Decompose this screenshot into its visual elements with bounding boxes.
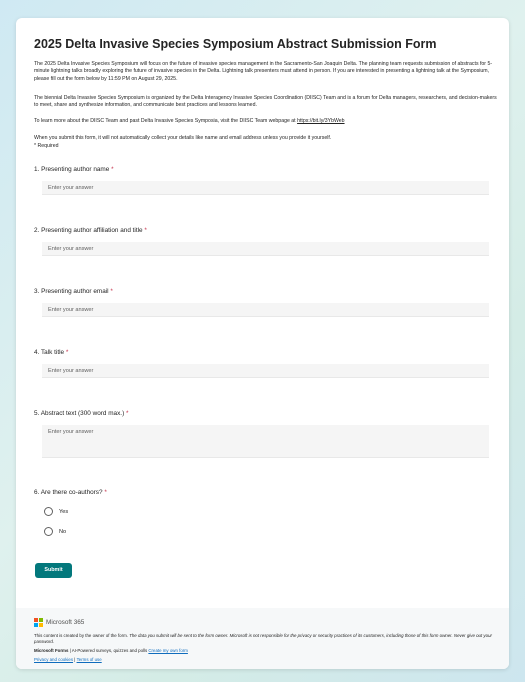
presenting-author-name-input[interactable]: Enter your answer bbox=[42, 181, 489, 195]
form-footer bbox=[16, 608, 509, 669]
required-marker: * bbox=[65, 349, 69, 356]
microsoft-logo-icon bbox=[34, 618, 43, 627]
required-marker: * bbox=[144, 227, 147, 234]
forms-tagline: | AI-Powered surveys, quizzes and polls bbox=[68, 648, 149, 653]
question-1-label bbox=[34, 166, 114, 174]
intro-paragraph-3 bbox=[34, 118, 502, 125]
brand-name: Microsoft 365 bbox=[46, 619, 85, 626]
affiliation-title-input[interactable]: Enter your answer bbox=[42, 242, 489, 256]
create-form-link[interactable]: Create my own form bbox=[148, 648, 188, 653]
required-marker: * bbox=[111, 166, 114, 173]
footer-disclaimer bbox=[34, 633, 504, 645]
terms-link[interactable]: Terms of use bbox=[76, 657, 102, 662]
option-no-label: No bbox=[59, 528, 67, 535]
question-6-label bbox=[34, 489, 107, 497]
talk-title-input[interactable]: Enter your answer bbox=[42, 364, 489, 378]
diisc-webpage-link[interactable]: https://bit.ly/3YbWeb bbox=[297, 118, 345, 124]
disclaimer-italic-text: The data you submit will be sent to the form owner. Microsoft is not responsible for the privacy or security practices of its customers, including those of this form owner. Never give out your password. bbox=[34, 633, 492, 644]
privacy-notice: When you submit this form, it will not automatically collect your details like name and email address unless you provide it yourself. bbox=[34, 135, 332, 141]
link-separator: | bbox=[73, 657, 77, 662]
microsoft-365-logo bbox=[34, 618, 84, 627]
question-1-text: 1. Presenting author name bbox=[34, 166, 110, 173]
question-2-text: 2. Presenting author affiliation and title bbox=[34, 227, 143, 234]
intro-paragraph-1: The 2025 Delta Invasive Species Symposium will focus on the future of invasive species management in the Sacramento-San Joaquin Delta. The planning team requests submission of abstracts for 5-minute lightning talks broadly exploring the future of invasive species in the Delta. Lightning talk presenters must attend in person. If you are interested in presenting a lightning talk at the Symposium, please fill out the form below by 11:59 PM on August 29, 2025. bbox=[34, 61, 493, 82]
required-note: * Required bbox=[34, 143, 59, 149]
footer-links bbox=[34, 657, 504, 663]
footer-forms-line bbox=[34, 648, 504, 654]
question-3-label bbox=[34, 288, 113, 296]
co-authors-option-yes[interactable] bbox=[44, 507, 68, 516]
form-card bbox=[16, 18, 509, 669]
abstract-text-input[interactable]: Enter your answer bbox=[42, 425, 489, 458]
question-5-label bbox=[34, 410, 129, 418]
form-title: 2025 Delta Invasive Species Symposium Abstract Submission Form bbox=[34, 37, 437, 51]
radio-button[interactable] bbox=[44, 527, 53, 536]
intro-paragraph-3-text: To learn more about the DIISC Team and past Delta Invasive Species Symposia, visit the DIISC Team webpage at bbox=[34, 118, 298, 124]
privacy-link[interactable]: Privacy and cookies bbox=[34, 657, 74, 662]
question-4-label bbox=[34, 349, 68, 357]
microsoft-forms-label: Microsoft Forms bbox=[34, 648, 69, 653]
question-4-text: 4. Talk title bbox=[34, 349, 65, 356]
question-3-text: 3. Presenting author email bbox=[34, 288, 109, 295]
radio-button[interactable] bbox=[44, 507, 53, 516]
question-2-label bbox=[34, 227, 147, 235]
question-6-text: 6. Are there co-authors? bbox=[34, 489, 103, 496]
intro-paragraph-2: The biennial Delta Invasive Species Symposium is organized by the Delta Interagency Invasive Species Coordination (DIISC) Team and is a forum for Delta managers, researchers, and decision-makers to meet, share and synthesize information, and communicate best practices and lessons learned. bbox=[34, 95, 497, 109]
co-authors-option-no[interactable] bbox=[44, 527, 66, 536]
submit-button[interactable]: Submit bbox=[35, 563, 72, 578]
author-email-input[interactable]: Enter your answer bbox=[42, 303, 489, 317]
required-marker: * bbox=[104, 489, 107, 496]
required-marker: * bbox=[126, 410, 129, 417]
disclaimer-text: This content is created by the owner of the form. bbox=[34, 633, 130, 638]
option-yes-label: Yes bbox=[59, 508, 69, 515]
required-marker: * bbox=[110, 288, 113, 295]
question-5-text: 5. Abstract text (300 word max.) bbox=[34, 410, 125, 417]
